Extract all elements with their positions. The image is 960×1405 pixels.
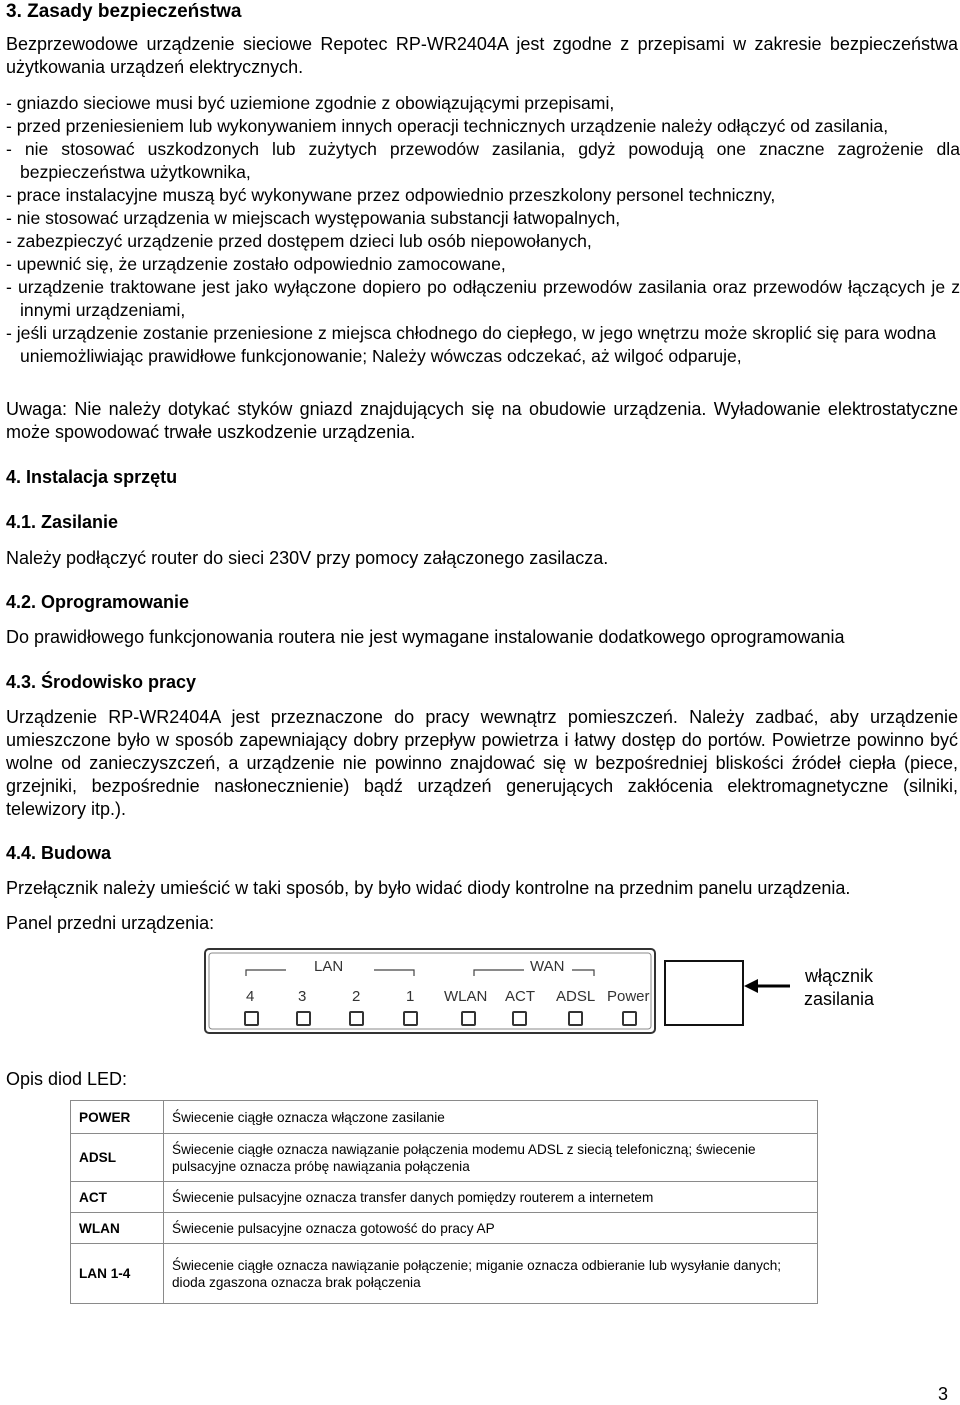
section-3-title: 3. Zasady bezpieczeństwa bbox=[6, 1, 242, 22]
section-4-3-title: 4.3. Środowisko pracy bbox=[6, 672, 197, 692]
section-4-4-title: 4.4. Budowa bbox=[6, 843, 112, 863]
list-item: - jeśli urządzenie zostanie przeniesione z miejsca chłodnego do ciepłego, w jego wnętrzu może skroplić się para wodna uniemożliwiając prawidłowe funkcjonowanie; Należy wówczas odczekać, aż wilgoć odparuje, bbox=[6, 323, 937, 366]
list-item: - zabezpieczyć urządzenie przed dostępem dzieci lub osób niepowołanych, bbox=[6, 231, 592, 251]
table-row bbox=[71, 1213, 818, 1244]
list-item: - przed przeniesieniem lub wykonywaniem innych operacji technicznych urządzenie należy odłączyć od zasilania, bbox=[6, 116, 889, 136]
led-lan1-indicator bbox=[403, 1011, 418, 1026]
led-label-lan1: 1 bbox=[406, 988, 415, 1005]
power-switch bbox=[664, 960, 744, 1026]
front-panel bbox=[204, 948, 656, 1034]
led-label-wlan: WLAN bbox=[444, 988, 488, 1005]
safety-list bbox=[6, 92, 960, 368]
led-name: LAN 1-4 bbox=[71, 1244, 164, 1304]
led-table bbox=[70, 1100, 818, 1304]
led-description: Świecenie pulsacyjne oznacza transfer danych pomiędzy routerem a internetem bbox=[164, 1182, 818, 1213]
list-item: - upewnić się, że urządzenie zostało odpowiednio zamocowane, bbox=[6, 254, 506, 274]
led-description: Świecenie ciągłe oznacza nawiązanie połączenia modemu ADSL z siecią telefoniczną; świecenie pulsacyjne oznacza próbę nawiązania połączenia bbox=[164, 1134, 818, 1182]
section-4-1-title: 4.1. Zasilanie bbox=[6, 512, 119, 532]
callout-line-1: włącznik bbox=[804, 966, 874, 986]
table-row bbox=[71, 1244, 818, 1304]
led-label-act: ACT bbox=[505, 988, 535, 1005]
led-name: WLAN bbox=[71, 1213, 164, 1244]
panel-caption: Panel przedni urządzenia: bbox=[6, 913, 215, 933]
led-description: Świecenie pulsacyjne oznacza gotowość do pracy AP bbox=[164, 1213, 818, 1244]
led-label-lan4: 4 bbox=[246, 988, 255, 1005]
section-4-title: 4. Instalacja sprzętu bbox=[6, 467, 178, 487]
table-row bbox=[71, 1134, 818, 1182]
list-item: - prace instalacyjne muszą być wykonywane przez odpowiednio przeszkolony personel techniczny, bbox=[6, 185, 776, 205]
list-item: - nie stosować urządzenia w miejscach występowania substancji łatwopalnych, bbox=[6, 208, 621, 228]
wan-group-label: WAN bbox=[530, 958, 565, 975]
page-number: 3 bbox=[938, 1384, 949, 1404]
led-description: Świecenie ciągłe oznacza włączone zasilanie bbox=[164, 1101, 818, 1134]
list-item: - urządzenie traktowane jest jako wyłączone dopiero po odłączeniu przewodów zasilania oraz przewodów łączących je z innymi urządzeniami, bbox=[6, 277, 960, 320]
led-lan2-indicator bbox=[349, 1011, 364, 1026]
led-act-indicator bbox=[512, 1011, 527, 1026]
table-row bbox=[71, 1101, 818, 1134]
led-description: Świecenie ciągłe oznacza nawiązanie połączenie; miganie oznacza odbieranie lub wysyłanie danych; dioda zgaszona oznacza brak połączenia bbox=[164, 1244, 818, 1304]
led-label-lan3: 3 bbox=[298, 988, 307, 1005]
section-3-intro: Bezprzewodowe urządzenie sieciowe Repotec RP-WR2404A jest zgodne z przepisami w zakresie bezpieczeństwa użytkowania urządzeń elektrycznych. bbox=[6, 34, 958, 77]
table-row bbox=[71, 1182, 818, 1213]
callout-line-2: zasilania bbox=[803, 989, 875, 1009]
led-lan4-indicator bbox=[244, 1011, 259, 1026]
led-adsl-indicator bbox=[568, 1011, 583, 1026]
power-switch-callout bbox=[776, 965, 902, 1011]
led-power-indicator bbox=[622, 1011, 637, 1026]
led-name: ACT bbox=[71, 1182, 164, 1213]
led-lan3-indicator bbox=[296, 1011, 311, 1026]
led-table-caption: Opis diod LED: bbox=[6, 1069, 128, 1089]
section-4-2-title: 4.2. Oprogramowanie bbox=[6, 592, 190, 612]
section-4-4-text: Przełącznik należy umieścić w taki sposób, by było widać diody kontrolne na przednim panelu urządzenia. bbox=[6, 878, 851, 898]
section-4-3-text: Urządzenie RP-WR2404A jest przeznaczone do pracy wewnątrz pomieszczeń. Należy zadbać, aby urządzenie umieszczone było w sposób zapewniający dobry przepływ powietrza i łatwy dostęp do portów. Powietrze powinno być wolne od zanieczyszczeń, a urządzenie nie powinno znajdować się w bezpośredniej bliskości źródeł ciepła (piece, grzejniki, bezpośrednie nasłonecznienie) bądź urządzeń generujących zakłócenia elektromagnetyczne (silniki, telewizory itp.). bbox=[6, 707, 958, 819]
led-label-lan2: 2 bbox=[352, 988, 361, 1005]
list-item: - gniazdo sieciowe musi być uziemione zgodnie z obowiązującymi przepisami, bbox=[6, 93, 615, 113]
warning-paragraph: Uwaga: Nie należy dotykać styków gniazd znajdujących się na obudowie urządzenia. Wyładowanie elektrostatyczne może spowodować trwałe uszkodzenie urządzenia. bbox=[6, 399, 958, 442]
led-name: ADSL bbox=[71, 1134, 164, 1182]
led-label-adsl: ADSL bbox=[556, 988, 596, 1005]
lan-group-label: LAN bbox=[314, 958, 344, 975]
section-4-2-text: Do prawidłowego funkcjonowania routera nie jest wymagane instalowanie dodatkowego oprogramowania bbox=[6, 627, 845, 647]
section-4-1-text: Należy podłączyć router do sieci 230V przy pomocy załączonego zasilacza. bbox=[6, 548, 609, 568]
led-wlan-indicator bbox=[461, 1011, 476, 1026]
list-item: - nie stosować uszkodzonych lub zużytych przewodów zasilania, gdyż powodują one znaczne zagrożenie dla bezpieczeństwa użytkownika, bbox=[6, 139, 960, 182]
led-name: POWER bbox=[71, 1101, 164, 1134]
led-label-power: Power bbox=[607, 988, 650, 1005]
